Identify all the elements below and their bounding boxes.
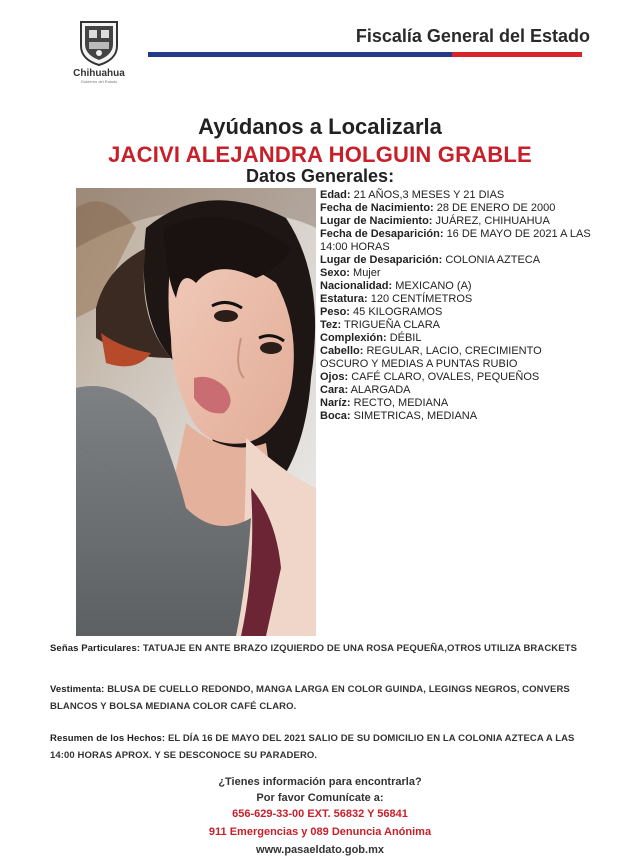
- detail-value: 45 KILOGRAMOS: [353, 306, 443, 318]
- detail-value: 28 DE ENERO DE 2000: [436, 202, 556, 214]
- detail-mouth: [320, 410, 592, 423]
- crest-name: Chihuahua: [73, 68, 125, 79]
- detail-label: Boca:: [320, 410, 351, 422]
- detail-value: SIMETRICAS, MEDIANA: [353, 410, 478, 422]
- detail-label: Ojos:: [320, 371, 349, 383]
- detail-height: [320, 293, 592, 306]
- detail-value: CAFÉ CLARO, OVALES, PEQUEÑOS: [351, 371, 540, 383]
- detail-value: 16 DE MAYO DE 2021 A LAS 14:00 HORAS: [320, 228, 591, 253]
- detail-age: [320, 189, 592, 202]
- detail-build: [320, 332, 592, 345]
- general-data-list: [320, 189, 592, 423]
- detail-face: [320, 384, 592, 397]
- detail-label: Peso:: [320, 306, 350, 318]
- detail-label: Tez:: [320, 319, 342, 331]
- detail-birth-date: [320, 202, 592, 215]
- events-summary-label: Resumen de los Hechos:: [50, 733, 166, 744]
- clothing: [50, 681, 590, 715]
- detail-label: Lugar de Nacimiento:: [320, 215, 433, 227]
- detail-value: RECTO, MEDIANA: [353, 397, 449, 409]
- detail-value: MEXICANO (A): [395, 280, 472, 292]
- agency-title: Fiscalía General del Estado: [355, 26, 590, 46]
- detail-label: Nacionalidad:: [320, 280, 393, 292]
- general-data-title: Datos Generales:: [246, 166, 395, 186]
- detail-value: TRIGUEÑA CLARA: [344, 319, 441, 331]
- detail-label: Edad:: [320, 189, 351, 201]
- detail-value: DÉBIL: [389, 332, 422, 344]
- shield-icon: [77, 20, 121, 66]
- clothing-label: Vestimenta:: [50, 684, 105, 695]
- detail-value: JUÁREZ, CHIHUAHUA: [435, 215, 550, 227]
- detail-nose: [320, 397, 592, 410]
- detail-sex: [320, 267, 592, 280]
- divider-red: [452, 52, 582, 57]
- person-photo: [76, 188, 316, 636]
- detail-eyes: [320, 371, 592, 384]
- detail-disappearance-place: [320, 254, 592, 267]
- detail-value: 120 CENTÍMETROS: [370, 293, 473, 305]
- events-summary-text: EL DÍA 16 DE MAYO DEL 2021 SALIO DE SU DOMICILIO EN LA COLONIA AZTECA A LAS 14:00 HORAS APROX. Y SE DESCONOCE SU PARADERO.: [50, 733, 575, 761]
- detail-nationality: [320, 280, 592, 293]
- detail-value: Mujer: [353, 267, 381, 279]
- help-title: Ayúdanos a Localizarla: [198, 114, 442, 139]
- detail-label: Estatura:: [320, 293, 368, 305]
- divider-blue: [148, 52, 452, 57]
- contact-website-link[interactable]: www.pasaeldato.gob.mx: [256, 844, 384, 856]
- portrait-image: [76, 188, 316, 636]
- detail-complexion-tone: [320, 319, 592, 332]
- detail-weight: [320, 306, 592, 319]
- detail-value: 21 AÑOS,3 MESES Y 21 DIAS: [353, 189, 505, 201]
- contact-please: Por favor Comunícate a:: [256, 792, 384, 804]
- particular-marks-label: Señas Particulares:: [50, 643, 141, 654]
- clothing-text: BLUSA DE CUELLO REDONDO, MANGA LARGA EN COLOR GUINDA, LEGINGS NEGROS, CONVERS BLANCOS Y BOLSA MEDIANA COLOR CAFÉ CLARO.: [50, 684, 570, 712]
- header-divider: [148, 52, 582, 57]
- detail-label: Lugar de Desaparición:: [320, 254, 443, 266]
- detail-label: Sexo:: [320, 267, 350, 279]
- person-name: JACIVI ALEJANDRA HOLGUIN GRABLE: [108, 142, 532, 167]
- detail-value: REGULAR, LACIO, CRECIMIENTO OSCURO Y MEDIAS A PUNTAS RUBIO: [320, 345, 542, 370]
- contact-emergency: 911 Emergencias y 089 Denuncia Anónima: [208, 826, 432, 838]
- detail-label: Cara:: [320, 384, 349, 396]
- detail-value: COLONIA AZTECA: [445, 254, 541, 266]
- chihuahua-crest-logo: [68, 20, 130, 90]
- contact-phone[interactable]: 656-629-33-00 EXT. 56832 Y 56841: [232, 808, 408, 820]
- detail-label: Complexión:: [320, 332, 387, 344]
- events-summary: [50, 730, 590, 764]
- detail-label: Cabello:: [320, 345, 364, 357]
- detail-birth-place: [320, 215, 592, 228]
- particular-marks-text: TATUAJE EN ANTE BRAZO IZQUIERDO DE UNA ROSA PEQUEÑA,OTROS UTILIZA BRACKETS: [142, 643, 578, 654]
- crest-subtitle: Gobierno del Estado: [80, 79, 118, 84]
- detail-hair: [320, 345, 592, 371]
- detail-disappearance-date: [320, 228, 592, 254]
- detail-label: Fecha de Nacimiento:: [320, 202, 434, 214]
- detail-label: Naríz:: [320, 397, 351, 409]
- detail-label: Fecha de Desaparición:: [320, 228, 444, 240]
- particular-marks: [50, 640, 590, 657]
- detail-value: ALARGADA: [350, 384, 411, 396]
- contact-question: ¿Tienes información para encontrarla?: [218, 776, 422, 788]
